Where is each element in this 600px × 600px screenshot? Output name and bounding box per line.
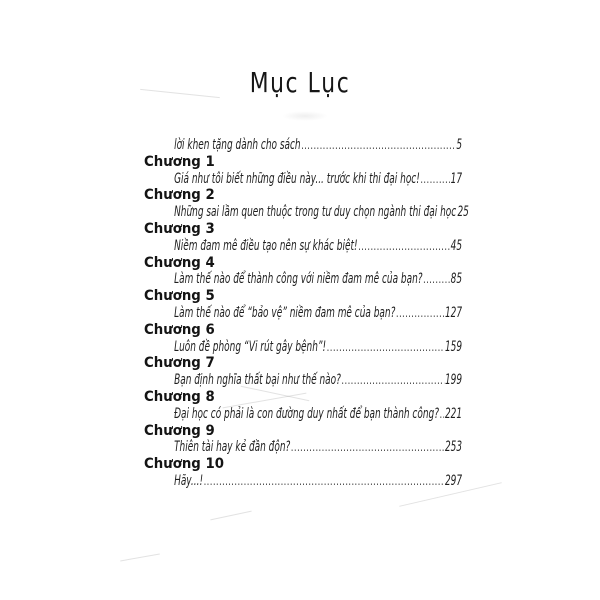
- entry-label: Hãy...!: [174, 472, 204, 489]
- entry-page-number: 45: [450, 237, 463, 254]
- dot-leader: [396, 305, 444, 322]
- dot-leader: [358, 238, 450, 255]
- chapter-heading-label: Chương 1: [144, 153, 215, 170]
- page-title: Mục Lục: [249, 66, 351, 99]
- toc-entry: [144, 171, 462, 188]
- entry-page-number: 159: [444, 338, 463, 355]
- chapter-heading: [144, 456, 446, 473]
- toc-entry: [144, 439, 462, 456]
- scan-crease: [210, 511, 251, 521]
- entry-page-number: 221: [444, 405, 463, 422]
- entry-label: Làm thế nào để “bảo vệ” niềm đam mê của bạn?: [174, 304, 396, 321]
- scan-smudge: [282, 111, 328, 121]
- chapter-heading-label: Chương 2: [144, 187, 215, 204]
- chapter-heading-label: Chương 9: [144, 422, 215, 439]
- dot-leader: [327, 339, 445, 356]
- entry-page-number: 199: [444, 372, 463, 389]
- entry-label: Bạn định nghĩa thất bại như thế nào?: [174, 372, 341, 389]
- entry-label: Đại học có phải là con đường duy nhất để bạn thành công?: [174, 405, 439, 422]
- dot-leader: [301, 137, 455, 154]
- chapter-heading: [144, 423, 446, 440]
- dot-leader: [291, 439, 444, 456]
- entry-label: Những sai lầm quen thuộc trong tư duy chọn ngành thi đại học: [174, 204, 457, 221]
- entry-label: Làm thế nào để thành công với niềm đam mê của bạn?: [174, 271, 423, 288]
- chapter-heading: [144, 221, 446, 238]
- entry-page-number: 25: [457, 204, 469, 221]
- toc-entry-foreword: [144, 137, 462, 154]
- dot-leader: [440, 406, 445, 423]
- toc-entry: [144, 271, 462, 288]
- entry-label: Luôn đề phòng “Vi rút gây bệnh”!: [174, 338, 327, 355]
- chapter-heading: [144, 187, 446, 204]
- entry-label: lời khen tặng dành cho sách: [174, 137, 301, 153]
- dot-leader: [342, 372, 445, 389]
- entry-page-number: 127: [444, 304, 463, 321]
- entry-label: Giá như tôi biết những điều này... trước khi thi đại học!: [174, 170, 420, 187]
- chapter-heading: [144, 154, 446, 171]
- chapter-heading-label: Chương 6: [144, 321, 215, 338]
- chapter-heading-label: Chương 7: [144, 355, 215, 372]
- chapter-heading: [144, 255, 446, 272]
- entry-page-number: 297: [444, 472, 463, 489]
- chapter-heading: [144, 288, 446, 305]
- toc-entry: [144, 305, 462, 322]
- dot-leader: [420, 171, 450, 188]
- toc-entry: [144, 406, 462, 423]
- chapter-heading: [144, 322, 446, 339]
- toc-entry: [144, 372, 462, 389]
- entry-page-number: 5: [456, 137, 463, 153]
- toc-entry: [144, 238, 462, 255]
- dot-leader: [204, 473, 445, 490]
- chapter-heading-label: Chương 3: [144, 220, 215, 237]
- chapter-heading: [144, 389, 446, 406]
- toc-entry: [144, 204, 469, 221]
- scan-crease: [120, 554, 160, 562]
- dot-leader: [423, 271, 450, 288]
- entry-page-number: 253: [444, 439, 463, 456]
- chapter-heading-label: Chương 5: [144, 288, 215, 305]
- chapter-heading-label: Chương 10: [144, 456, 224, 473]
- toc-entry: [144, 339, 462, 356]
- entry-label: Niềm đam mê điều tạo nên sự khác biệt!: [174, 237, 358, 254]
- table-of-contents: [144, 137, 469, 490]
- entry-page-number: 85: [450, 271, 463, 288]
- chapter-heading-label: Chương 8: [144, 388, 215, 405]
- toc-entry: [144, 473, 462, 490]
- entry-page-number: 17: [450, 170, 463, 187]
- chapter-heading: [144, 355, 446, 372]
- chapter-heading-label: Chương 4: [144, 254, 215, 271]
- entry-label: Thiên tài hay kẻ đần độn?: [174, 439, 291, 456]
